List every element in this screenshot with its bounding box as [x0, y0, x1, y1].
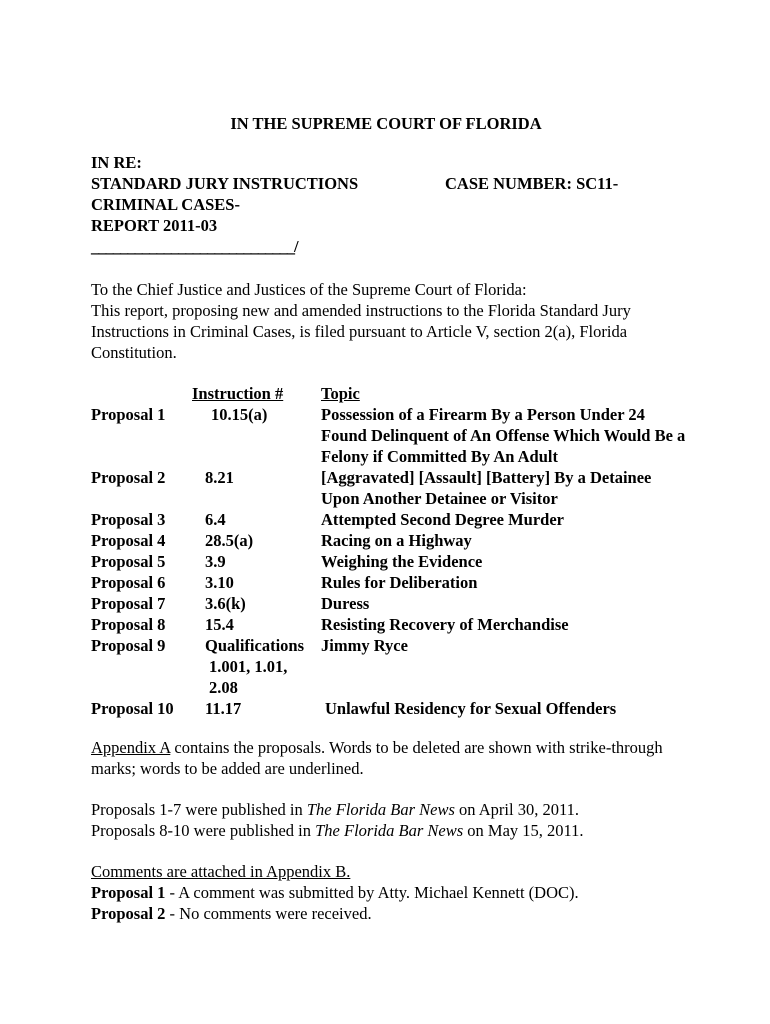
table-row — [91, 509, 691, 530]
topic-text: Unlawful Residency for Sexual Offenders — [325, 699, 617, 718]
court-title: IN THE SUPREME COURT OF FLORIDA — [230, 114, 542, 133]
pub-line1-post: on April 30, 2011. — [454, 800, 579, 819]
instruction-number — [205, 614, 234, 635]
comment-item-text: - A comment was submitted by Atty. Michael Kennett (DOC). — [165, 883, 579, 902]
comments-heading[interactable]: Comments are attached in Appendix B. — [91, 862, 351, 881]
comments-section — [91, 861, 691, 924]
table-header-row — [91, 383, 691, 404]
topic-text: Attempted Second Degree Murder — [321, 510, 565, 529]
caption-line-2: STANDARD JURY INSTRUCTIONS — [91, 174, 359, 193]
table-row — [91, 698, 691, 719]
caption-line-4: REPORT 2011-03 — [91, 216, 218, 235]
proposal-label: Proposal 3 — [91, 510, 166, 529]
comment-item — [91, 903, 691, 924]
table-row — [91, 530, 691, 551]
proposal-label: Proposal 9 — [91, 636, 166, 655]
proposal-label: Proposal 6 — [91, 573, 166, 592]
instruction-number-text: 6.4 — [205, 510, 226, 529]
proposal-label: Proposal 8 — [91, 615, 166, 634]
caption-in-re: IN RE: — [91, 153, 142, 172]
topic-text: Possession of a Firearm By a Person Under 24 Found Delinquent of An Offense Which Would Be a Felony if Committed By An Adult — [321, 405, 686, 466]
instruction-number-cont: 2.08 — [209, 678, 238, 697]
topic-text: Racing on a Highway — [321, 531, 472, 550]
table-row — [91, 593, 691, 614]
instruction-number — [205, 593, 246, 614]
proposal-label: Proposal 2 — [91, 468, 166, 487]
proposal-label: Proposal 4 — [91, 531, 166, 550]
instruction-number-text: 8.21 — [205, 468, 234, 487]
instruction-number-text: 3.10 — [205, 573, 234, 592]
table-row — [91, 635, 691, 698]
topic-text: Duress — [321, 594, 370, 613]
topic-text: Rules for Deliberation — [321, 573, 478, 592]
instruction-number — [205, 635, 304, 698]
instruction-number-text: Qualifications — [205, 636, 305, 655]
appendix-a-link[interactable]: Appendix A — [91, 738, 171, 757]
topic-text: Resisting Recovery of Merchandise — [321, 615, 569, 634]
instruction-number — [205, 572, 234, 593]
table-row — [91, 551, 691, 572]
pub-line1-journal: The Florida Bar News — [306, 800, 455, 819]
topic-header: Topic — [321, 384, 360, 403]
pub-line2-pre: Proposals 8-10 were published in — [91, 821, 316, 840]
instruction-number-text: 3.9 — [205, 552, 226, 571]
table-row — [91, 467, 691, 509]
comment-item — [91, 882, 691, 903]
caption-line-3: CRIMINAL CASES- — [91, 195, 240, 214]
instruction-number-text: 10.15(a) — [211, 405, 268, 424]
instruction-number — [205, 698, 241, 719]
comment-item-label: Proposal 1 — [91, 883, 166, 902]
instruction-number-text: 11.17 — [205, 699, 242, 718]
intro-salutation: To the Chief Justice and Justices of the Supreme Court of Florida: — [91, 280, 527, 299]
table-row — [91, 404, 691, 467]
instruction-number — [205, 551, 226, 572]
instruction-number-text: 28.5(a) — [205, 531, 254, 550]
proposal-table — [91, 383, 691, 719]
instruction-header: Instruction # — [192, 384, 284, 403]
proposal-label: Proposal 10 — [91, 699, 174, 718]
appendix-a-paragraph — [91, 737, 681, 779]
instruction-number — [211, 404, 267, 425]
pub-line2-journal: The Florida Bar News — [315, 821, 464, 840]
instruction-number-text: 15.4 — [205, 615, 234, 634]
topic-text: Jimmy Ryce — [321, 636, 408, 655]
caption-signature-line: ____________________________/ — [91, 237, 298, 256]
pub-line2-post: on May 15, 2011. — [463, 821, 584, 840]
proposal-label: Proposal 7 — [91, 594, 166, 613]
topic-text: Weighing the Evidence — [321, 552, 483, 571]
comment-item-label: Proposal 2 — [91, 904, 166, 923]
table-row — [91, 614, 691, 635]
case-number: CASE NUMBER: SC11- — [445, 174, 619, 193]
appendix-a-text: contains the proposals. Words to be deleted are shown with strike-through marks; words to be added are underlined. — [91, 738, 663, 778]
intro-body: This report, proposing new and amended instructions to the Florida Standard Jury Instructions in Criminal Cases, is filed pursuant to Article V, section 2(a), Florida Constitution. — [91, 301, 631, 362]
instruction-number-text: 3.6(k) — [205, 594, 246, 613]
instruction-number — [205, 509, 226, 530]
topic-text: [Aggravated] [Assault] [Battery] By a Detainee Upon Another Detainee or Visitor — [321, 468, 652, 508]
proposal-label: Proposal 1 — [91, 405, 166, 424]
instruction-number-cont: 1.001, 1.01, — [209, 657, 288, 676]
instruction-number — [205, 530, 253, 551]
comment-item-text: - No comments were received. — [165, 904, 372, 923]
case-caption — [91, 152, 691, 257]
publication-paragraph — [91, 799, 691, 841]
instruction-number — [205, 467, 234, 488]
table-row — [91, 572, 691, 593]
pub-line1-pre: Proposals 1-7 were published in — [91, 800, 307, 819]
proposal-label: Proposal 5 — [91, 552, 166, 571]
